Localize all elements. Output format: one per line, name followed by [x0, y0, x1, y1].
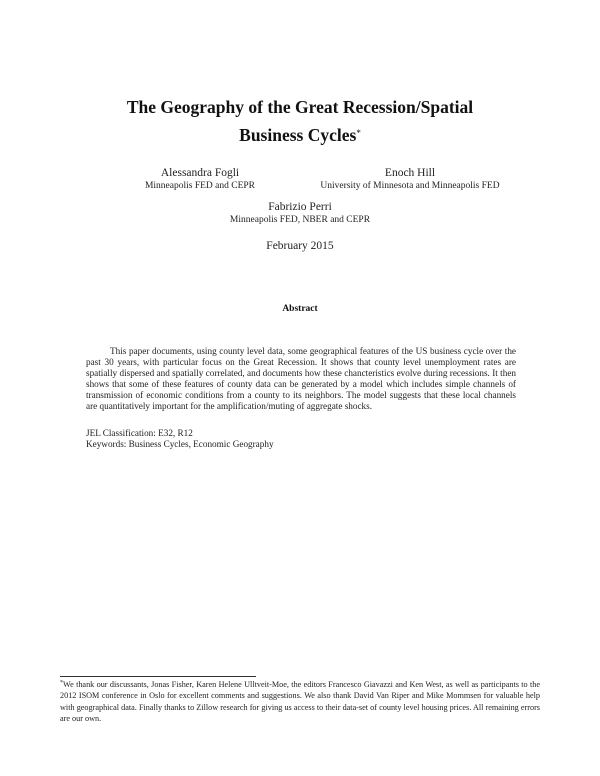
title-line-1: The Geography of the Great Recession/Spatial — [126, 97, 474, 117]
author-block-hill — [280, 166, 540, 193]
author-affiliation: Minneapolis FED and CEPR — [144, 181, 256, 191]
title-footnote-mark: * — [356, 128, 361, 138]
author-name: Alessandra Fogli — [160, 167, 240, 179]
footnote-mark: * — [60, 680, 63, 686]
keywords: Keywords: Business Cycles, Economic Geography — [86, 439, 274, 449]
paper-title — [60, 93, 540, 149]
footnote-text: We thank our discussants, Jonas Fisher, Karen Helene Ulltveit-Moe, the editors Francesco Giavazzi and Ken West, as well as participants to the 2012 ISOM conference in Oslo for excellent comments and suggestions. We also thank David Van Riper and Mike Mommsen for valuable help with geographical data. Finally thanks to Zillow research for giving us access to their data-set of county level housing prices. All remaining errors are our own. — [60, 680, 540, 724]
author-name: Fabrizio Perri — [268, 201, 332, 213]
author-name: Enoch Hill — [384, 167, 436, 179]
acknowledgement-footnote — [60, 679, 540, 725]
author-affiliation: Minneapolis FED, NBER and CEPR — [229, 215, 371, 225]
abstract-body: This paper documents, using county level data, some geographical features of the US business cycle over the past 30 years, with particular focus on the Great Recession. It shows that county level unemployment rates are spatially dispersed and spatially correlated, and documents how these chancteristics evolve during recessions. It then shows that some of these features of county data can be generated by a model which includes simple channels of transmission of economic conditions from a county to its neighbors. The model suggests that these local channels are quantitatively important for the amplification/muting of aggregate shocks. — [86, 346, 516, 411]
title-line-2-text: Business Cycles — [239, 125, 357, 145]
author-block-perri — [200, 200, 400, 227]
author-affiliation: University of Minnesota and Minneapolis FED — [320, 181, 500, 191]
title-line-2 — [60, 121, 540, 149]
publication-date: February 2015 — [266, 240, 334, 252]
author-block-fogli — [110, 166, 290, 193]
footnote-divider — [60, 676, 256, 677]
abstract-heading: Abstract — [282, 304, 318, 314]
jel-classification: JEL Classification: E32, R12 — [86, 428, 193, 438]
